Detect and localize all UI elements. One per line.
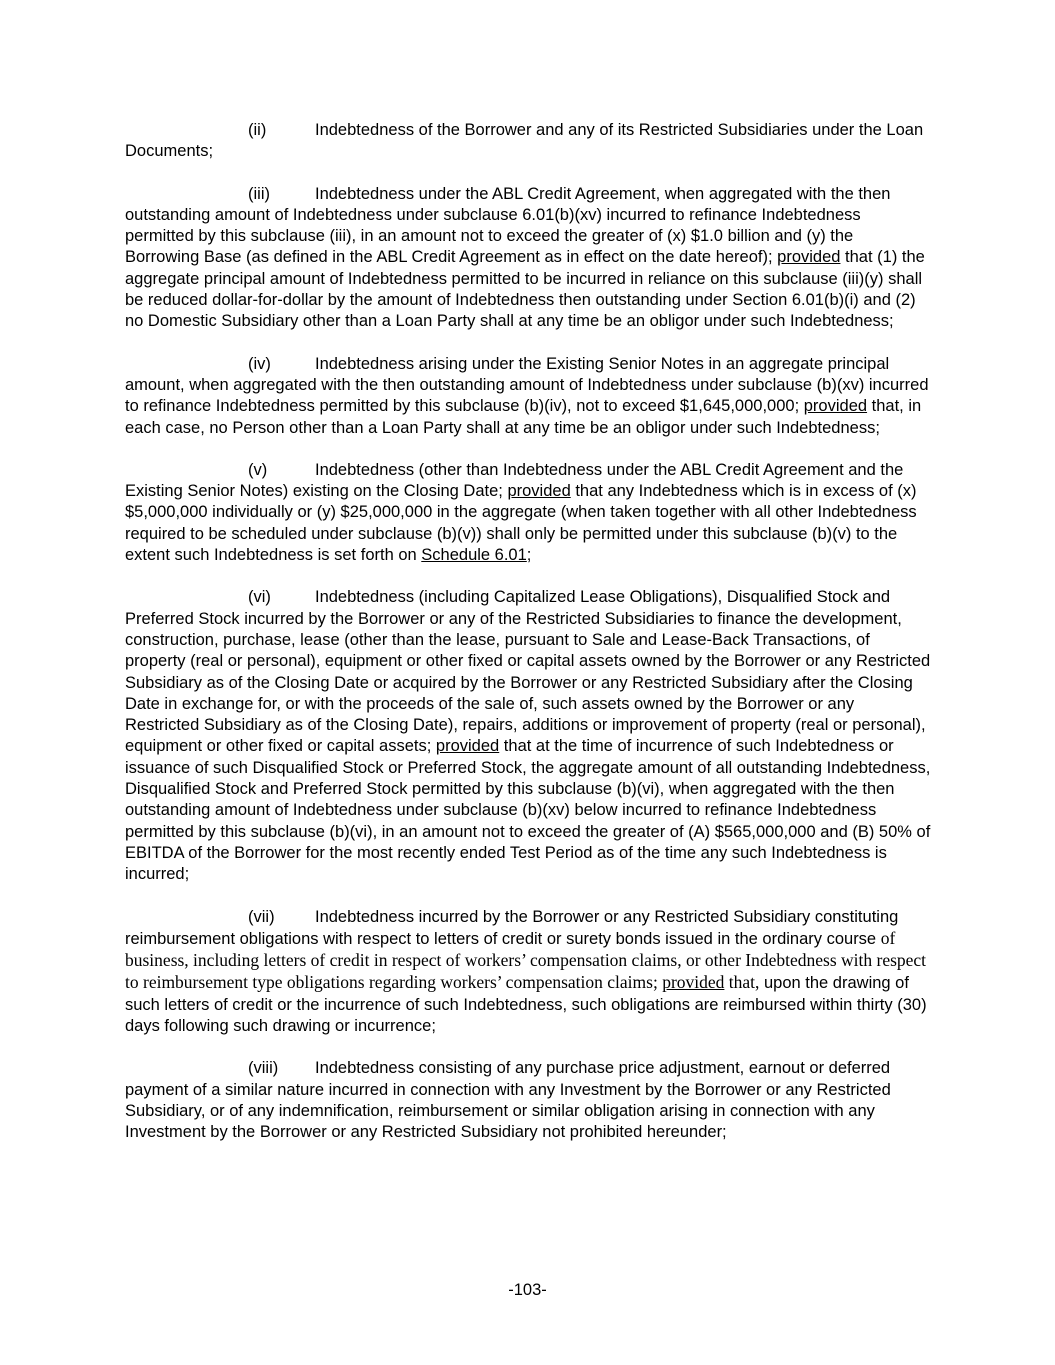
text-segment: that, [724, 972, 760, 993]
paragraph-clause-v [125, 460, 932, 566]
page-number: -103- [508, 1281, 547, 1299]
text-segment: Indebtedness (including Capitalized Lease Obligations), Disqualified Stock and Preferred Stock incurred by the Borrower or any of the Restricted Subsidiaries to finance the development, construction, purchase, lease (other than the lease, pursuant to Sale and Lease-Back Transactions, of property (real or personal), equipment or other fixed or capital assets owned by the Borrower or any Restricted Subsidiary as of the Closing Date or acquired by the Borrower or any Restricted Subsidiary after the Closing Date in exchange for, or with the proceeds of the sale of, such assets owned by the Borrower or any Restricted Subsidiary as of the Closing Date), repairs, additions or improvement of property (real or personal), equipment or other fixed or capital assets; [125, 588, 931, 756]
text-segment: Indebtedness arising under the Existing Senior Notes in an aggregate principal amount, when aggregated with the then outstanding amount of Indebtedness under subclause (b)(xv) incurred to refinance Indebtedness permitted by this subclause (b)(iv), not to exceed $1,645,000,000; [125, 354, 929, 416]
paragraph-clause-ii [125, 120, 932, 163]
text-segment: provided [507, 482, 571, 501]
text-segment: of business, including letters of credit in respect of workers’ compensation claims, or other Indebtedness with respect to reimbursement type obligations regarding workers’ compensation claims; [125, 927, 927, 993]
text-segment: Indebtedness of the Borrower and any of its Restricted Subsidiaries under the Loan Documents; [125, 121, 924, 161]
clause-number: (iii) [248, 184, 270, 203]
text-segment: Schedule 6.01 [421, 546, 527, 565]
clause-number: (v) [248, 460, 268, 479]
paragraph-clause-iv [125, 354, 932, 439]
text-segment: Indebtedness incurred by the Borrower or any Restricted Subsidiary constituting reimbursement obligations with respect to letters of credit or surety bonds issued in the ordinary course [125, 907, 899, 948]
clause-number: (ii) [248, 121, 267, 139]
text-segment: that, in each case, no Person other than a Loan Party shall at any time be an obligor under such Indebtedness; [125, 397, 922, 437]
text-segment: provided [435, 737, 500, 756]
text-segment: Indebtedness under the ABL Credit Agreement, when aggregated with the then outstanding amount of Indebtedness under subclause 6.01(b)(xv) incurred to refinance Indebtedness permitted by this subclause (iii), in an amount not to exceed the greater of (x) $1.0 billion and (y) the Borrowing Base (as defined in the ABL Credit Agreement as in effect on the date hereof); [125, 184, 891, 267]
text-segment: upon the drawing of such letters of credit or the incurrence of such Indebtedness, such obligations are reimbursed within thirty (30) days following such drawing or incurrence; [125, 974, 927, 1035]
text-segment: that at the time of incurrence of such Indebtedness or issuance of such Disqualified Stock or Preferred Stock, the aggregate amount of all outstanding Indebtedness, Disqualified Stock and Preferred Stock permitted by this subclause (b)(vi), when aggregated with the then outstanding amount of Indebtedness under subclause (b)(xv) below incurred to refinance Indebtedness permitted by this subclause (b)(vi), in an amount not to exceed the greater of (A) $565,000,000 and (B) 50% of EBITDA of the Borrower for the most recently ended Test Period as of the time any such Indebtedness is incurred; [125, 737, 931, 884]
text-segment: provided [777, 248, 841, 267]
paragraph-clause-vii [125, 907, 932, 1038]
text-segment: that any Indebtedness which is in excess of (x) $5,000,000 individually or (y) $25,000,000 in the aggregate (when taken together with all other Indebtedness required to be scheduled under subclause (b)(v)) shall only be permitted under this subclause (b)(v) to the extent such Indebtedness is set forth on [125, 482, 917, 565]
clause-number: (viii) [248, 1059, 279, 1078]
paragraph-clause-vi [125, 587, 932, 885]
text-segment: Indebtedness consisting of any purchase price adjustment, earnout or deferred payment of a similar nature incurred in connection with any Investment by the Borrower or any Restricted Subsidiary, or of any indemnification, reimbursement or similar obligation arising in connection with any Investment by the Borrower or any Restricted Subsidiary not prohibited hereunder; [125, 1059, 891, 1142]
clause-number: (vii) [248, 907, 275, 926]
clause-number: (iv) [248, 354, 271, 373]
text-segment: provided [803, 397, 868, 416]
text-segment: provided [662, 972, 725, 993]
clause-number: (vi) [248, 588, 271, 607]
text-segment: Indebtedness (other than Indebtedness under the ABL Credit Agreement and the Existing Senior Notes) existing on the Closing Date; [125, 460, 904, 501]
document-body [125, 120, 932, 1143]
paragraph-clause-viii [125, 1058, 932, 1143]
text-segment: ; [526, 546, 532, 565]
paragraph-clause-iii [125, 184, 932, 333]
text-segment: that (1) the aggregate principal amount of Indebtedness permitted to be incurred in reliance on this subclause (iii)(y) shall be reduced dollar-for-dollar by the amount of Indebtedness then outstanding under Section 6.01(b)(i) and (2) no Domestic Subsidiary other than a Loan Party shall at any time be an obligor under such Indebtedness; [125, 248, 925, 331]
